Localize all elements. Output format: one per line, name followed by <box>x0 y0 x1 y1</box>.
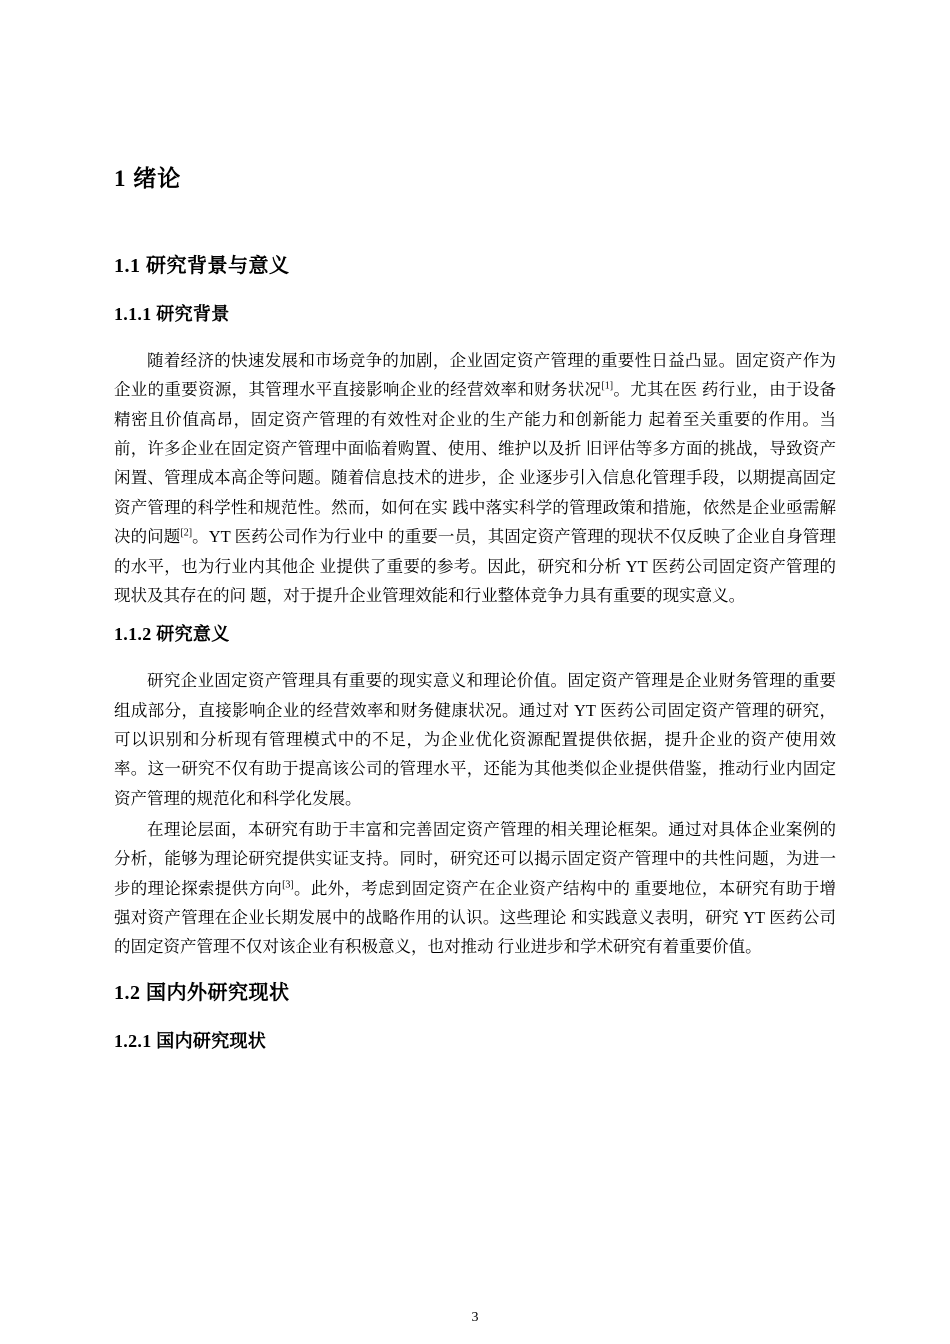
footnote-ref: [1] <box>601 380 614 392</box>
paragraph-research-significance-2 <box>114 815 836 962</box>
footnote-ref: [2] <box>180 527 193 539</box>
text-run: 在理论层面，本研究有助于丰富和完善固定资产管理的相关理论框架。通过对具体企业案例的分析，能够为理论研究提供实证支持。同时，研究还可以揭示固定资产管理中的共性问题，为进一步的理论探索提供方向 <box>114 820 836 898</box>
text-run: 。此外，考虑到固定资产在企业资产结构中的 重要地位，本研究有助于增强对资产管理在企业长期发展中的战略作用的认识。这些理论 和实践意义表明，研究 YT 医药公司的固定资产管理不仅对该企业有积极意义，也对推动 行业进步和学术研究有着重要价值。 <box>114 878 837 957</box>
text-run: 随着经济的快速发展和市场竞争的加剧，企业固定资产管理的重要性日益凸显。固定资产作为企业的重要资源，其管理水平直接影响企业的经营效率和财务状况 <box>114 351 836 400</box>
subsection-heading-1-1-2: 1.1.2 研究意义 <box>114 624 230 645</box>
section-heading-1-2: 1.2 国内外研究现状 <box>114 981 290 1004</box>
page-number: 3 <box>471 1310 479 1325</box>
section-heading-1-1: 1.1 研究背景与意义 <box>114 255 290 277</box>
chapter-heading: 1 绪论 <box>114 166 182 191</box>
subsection-heading-1-2-1: 1.2.1 国内研究现状 <box>114 1030 267 1051</box>
paragraph-research-background <box>114 346 836 610</box>
paragraph-research-significance-1 <box>114 666 836 813</box>
text-run: 研究企业固定资产管理具有重要的现实意义和理论价值。固定资产管理是企业财务管理的重要组成部分，直接影响企业的经营效率和财务健康状况。通过对 YT 医药公司固定资产管理的研究，可以识别和分析现有管理模式中的不足，为企业优化资源配置提供依据，提升企业的资产使用效率。这一研究不仅有助于提高该公司的管理水平，还能为其他类似企业提供借鉴，推动行业内固定资产管理的规范化和科学化发展。 <box>114 671 836 808</box>
text-run: 。YT 医药公司作为行业中 的重要一员，其固定资产管理的现状不仅反映了企业自身管理的水平，也为行业内其他企 业提供了重要的参考。因此，研究和分析 YT 医药公司固定资产管理的现状及其存在的问 题，对于提升企业管理效能和行业整体竞争力具有重要的现实意义。 <box>114 527 837 605</box>
subsection-heading-1-1-1: 1.1.1 研究背景 <box>114 304 230 324</box>
text-run: 。尤其在医 药行业，由于设备精密且价值高昂，固定资产管理的有效性对企业的生产能力和创新能力 起着至关重要的作用。当前，许多企业在固定资产管理中面临着购置、使用、维护以及折 旧评估等多方面的挑战，导致资产闲置、管理成本高企等问题。随着信息技术的进步，企 业逐步引入信息化管理手段，以期提高固定资产管理的科学性和规范性。然而，如何在实 践中落实科学的管理政策和措施，依然是企业亟需解决的问题 <box>114 380 837 547</box>
footnote-ref: [3] <box>282 879 294 891</box>
